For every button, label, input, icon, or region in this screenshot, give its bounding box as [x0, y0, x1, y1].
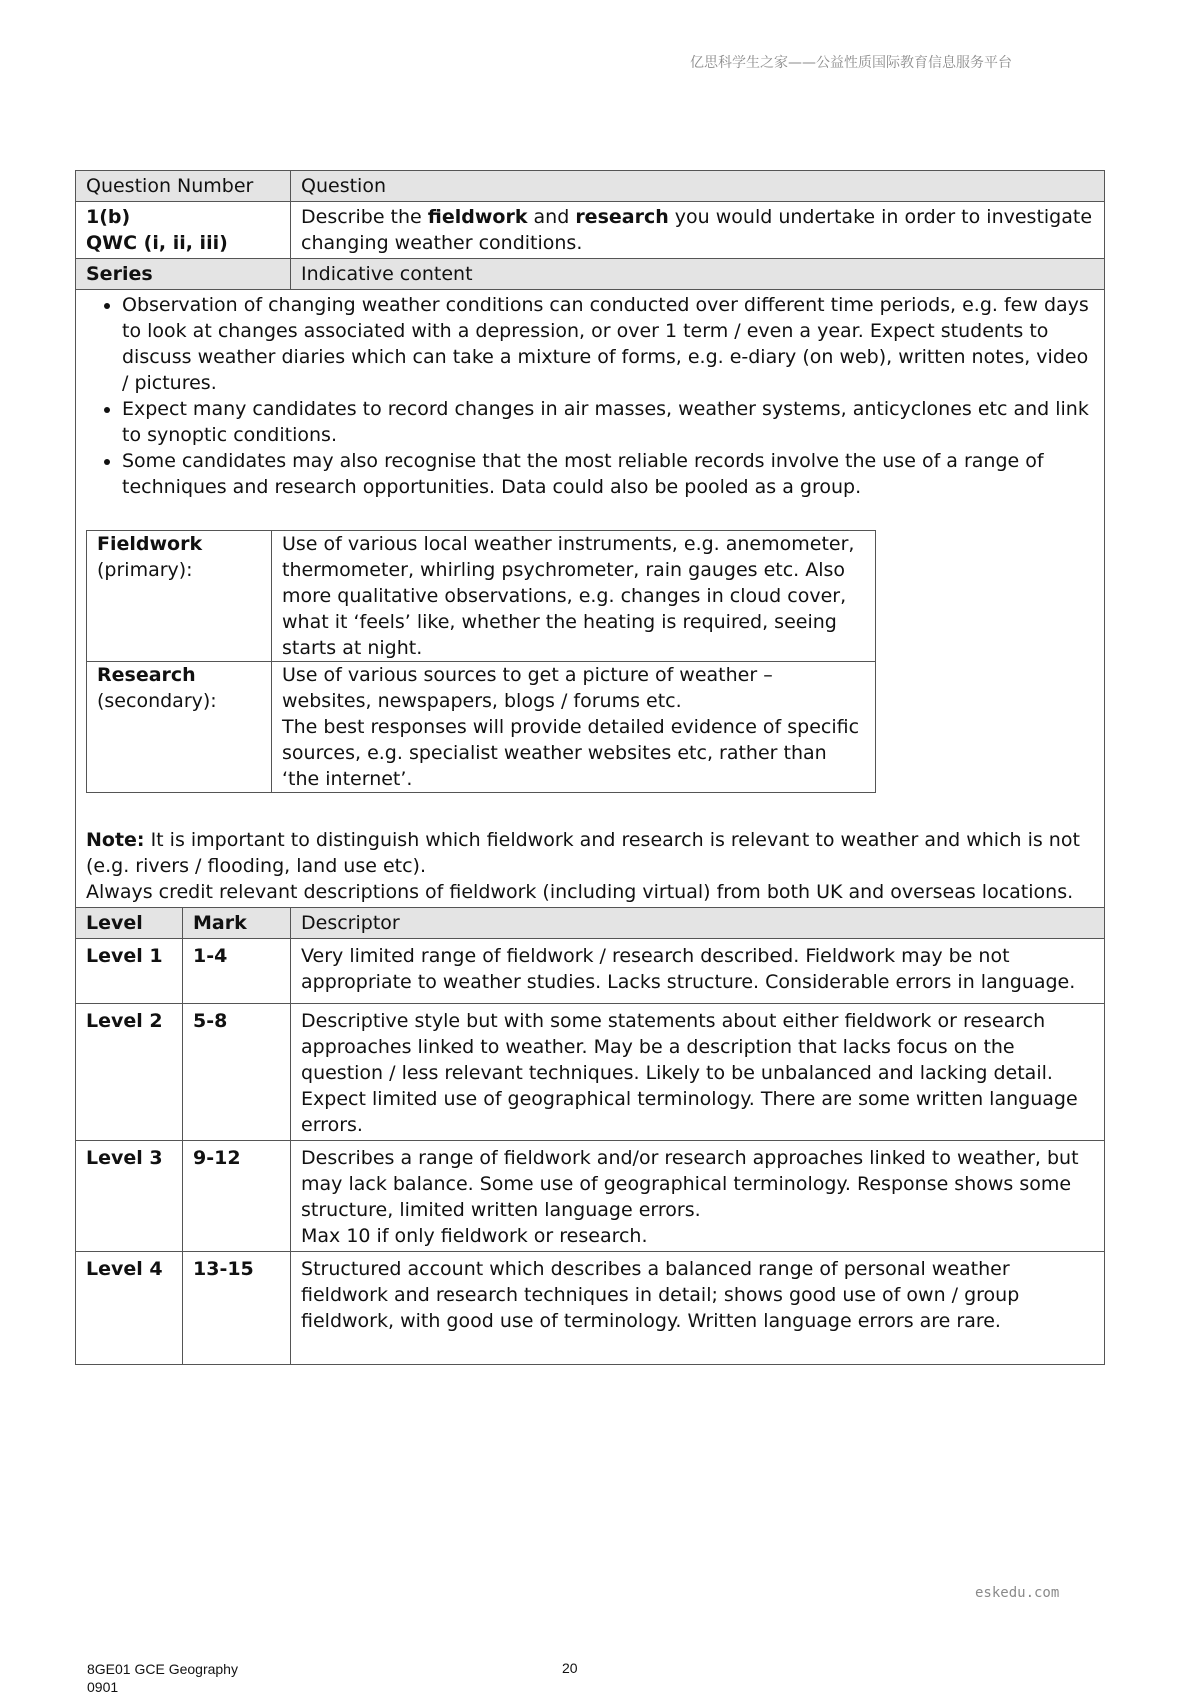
question-number-cell	[76, 202, 291, 259]
research-subtitle: (secondary):	[97, 690, 217, 712]
note-paragraph-2: Always credit relevant descriptions of fieldwork (including virtual) from both UK and overseas locations.	[86, 881, 1074, 903]
level-cell: Level 4	[76, 1252, 183, 1365]
fieldwork-row	[87, 531, 876, 662]
fieldwork-label-cell	[87, 531, 272, 662]
question-text-part: and	[527, 206, 576, 228]
research-title: Research	[97, 664, 196, 686]
fieldwork-subtitle: (primary):	[97, 559, 193, 581]
note-label: Note:	[86, 829, 145, 851]
mark-cell: 13-15	[183, 1252, 291, 1365]
list-item: • Observation of changing weather conditions can conducted over different time periods, e.g. few days to look at changes associated with a depression, or over 1 term / even a year. Expect students to discuss weather diaries which can take a mixture of forms, e.g. e-diary (on web), written notes, video / pictures.	[122, 292, 1094, 396]
table-header-row	[76, 171, 1105, 202]
descriptor-text-2: Max 10 if only fieldwork or research.	[301, 1225, 648, 1247]
series-label: Series	[76, 259, 291, 290]
note-text: It is important to distinguish which fieldwork and research is relevant to weather and which is not (e.g. rivers / flooding, land use etc).	[86, 829, 1080, 877]
descriptor-cell: Descriptive style but with some statements about either fieldwork or research approaches linked to weather. May be a description that lacks focus on the question / less relevant techniques. Likely to be unbalanced and lacking detail. Expect limited use of geographical terminology. There are some written language errors.	[291, 1004, 1105, 1141]
question-text-part: Describe the	[301, 206, 428, 228]
research-text-2: The best responses will provide detailed evidence of specific sources, e.g. specialist weather websites etc, rather than ‘the internet’.	[282, 716, 860, 790]
table-row	[76, 939, 1105, 1004]
research-row	[87, 662, 876, 793]
list-item: • Expect many candidates to record changes in air masses, weather systems, anticyclones etc and link to synoptic conditions.	[122, 396, 1094, 448]
table-row	[76, 1141, 1105, 1252]
question-text-fieldwork: fieldwork	[427, 206, 528, 228]
descriptor-text: Describes a range of fieldwork and/or research approaches linked to weather, but may lack balance. Some use of geographical terminology. Response shows some structure, limited written language errors.	[301, 1147, 1079, 1221]
level-cell: Level 3	[76, 1141, 183, 1252]
level-cell: Level 1	[76, 939, 183, 1004]
footer-url: eskedu.com	[975, 1585, 1060, 1601]
fieldwork-text: Use of various local weather instruments, e.g. anemometer, thermometer, whirling psychrometer, rain gauges etc. Also more qualitative observations, e.g. changes in cloud cover, what it ‘feels’ like, whether the heating is required, seeing starts at night.	[272, 531, 876, 662]
mark-cell: 1-4	[183, 939, 291, 1004]
question-text-part: you would undertake in order to investigate changing weather conditions.	[301, 206, 1093, 254]
table-row	[76, 1004, 1105, 1141]
levels-header-row	[76, 908, 1105, 939]
research-text: Use of various sources to get a picture of weather – websites, newspapers, blogs / forums etc.	[282, 664, 773, 712]
footer-doc-code-line: 8GE01 GCE Geography	[87, 1661, 238, 1677]
footer-doc-code-line-2: 0901	[87, 1679, 119, 1695]
indicative-content-row	[76, 290, 1105, 908]
descriptor-cell: Very limited range of fieldwork / research described. Fieldwork may be not appropriate to weather studies. Lacks structure. Considerable errors in language.	[291, 939, 1105, 1004]
footer-doc-code	[87, 1660, 238, 1696]
fieldwork-title: Fieldwork	[97, 533, 203, 555]
descriptor-header: Descriptor	[291, 908, 1105, 939]
research-text-cell	[272, 662, 876, 793]
mark-header: Mark	[183, 908, 291, 939]
descriptor-cell: Structured account which describes a balanced range of personal weather fieldwork and research techniques in detail; shows good use of own / group fieldwork, with good use of terminology. Written language errors are rare.	[291, 1252, 1105, 1365]
level-header: Level	[76, 908, 183, 939]
header-watermark: 亿思科学生之家——公益性质国际教育信息服务平台	[690, 55, 1012, 71]
list-item: • Some candidates may also recognise that the most reliable records involve the use of a range of techniques and research opportunities. Data could also be pooled as a group.	[122, 448, 1094, 500]
mark-scheme-table	[75, 170, 1105, 1365]
fieldwork-research-table	[86, 530, 876, 793]
question-qwc: QWC (i, ii, iii)	[86, 232, 228, 254]
question-text	[291, 202, 1105, 259]
descriptor-cell	[291, 1141, 1105, 1252]
indicative-content-cell	[76, 290, 1105, 908]
page-number: 20	[562, 1660, 578, 1676]
note-paragraph	[86, 827, 1094, 879]
level-cell: Level 2	[76, 1004, 183, 1141]
table-row	[76, 1252, 1105, 1365]
mark-cell: 5-8	[183, 1004, 291, 1141]
indicative-bullet-list	[86, 292, 1094, 500]
series-row	[76, 259, 1105, 290]
research-label-cell	[87, 662, 272, 793]
question-header: Question	[291, 171, 1105, 202]
question-text-research: research	[575, 206, 669, 228]
indicative-content-label: Indicative content	[291, 259, 1105, 290]
question-number-header: Question Number	[76, 171, 291, 202]
question-row	[76, 202, 1105, 259]
question-number: 1(b)	[86, 206, 131, 228]
mark-cell: 9-12	[183, 1141, 291, 1252]
